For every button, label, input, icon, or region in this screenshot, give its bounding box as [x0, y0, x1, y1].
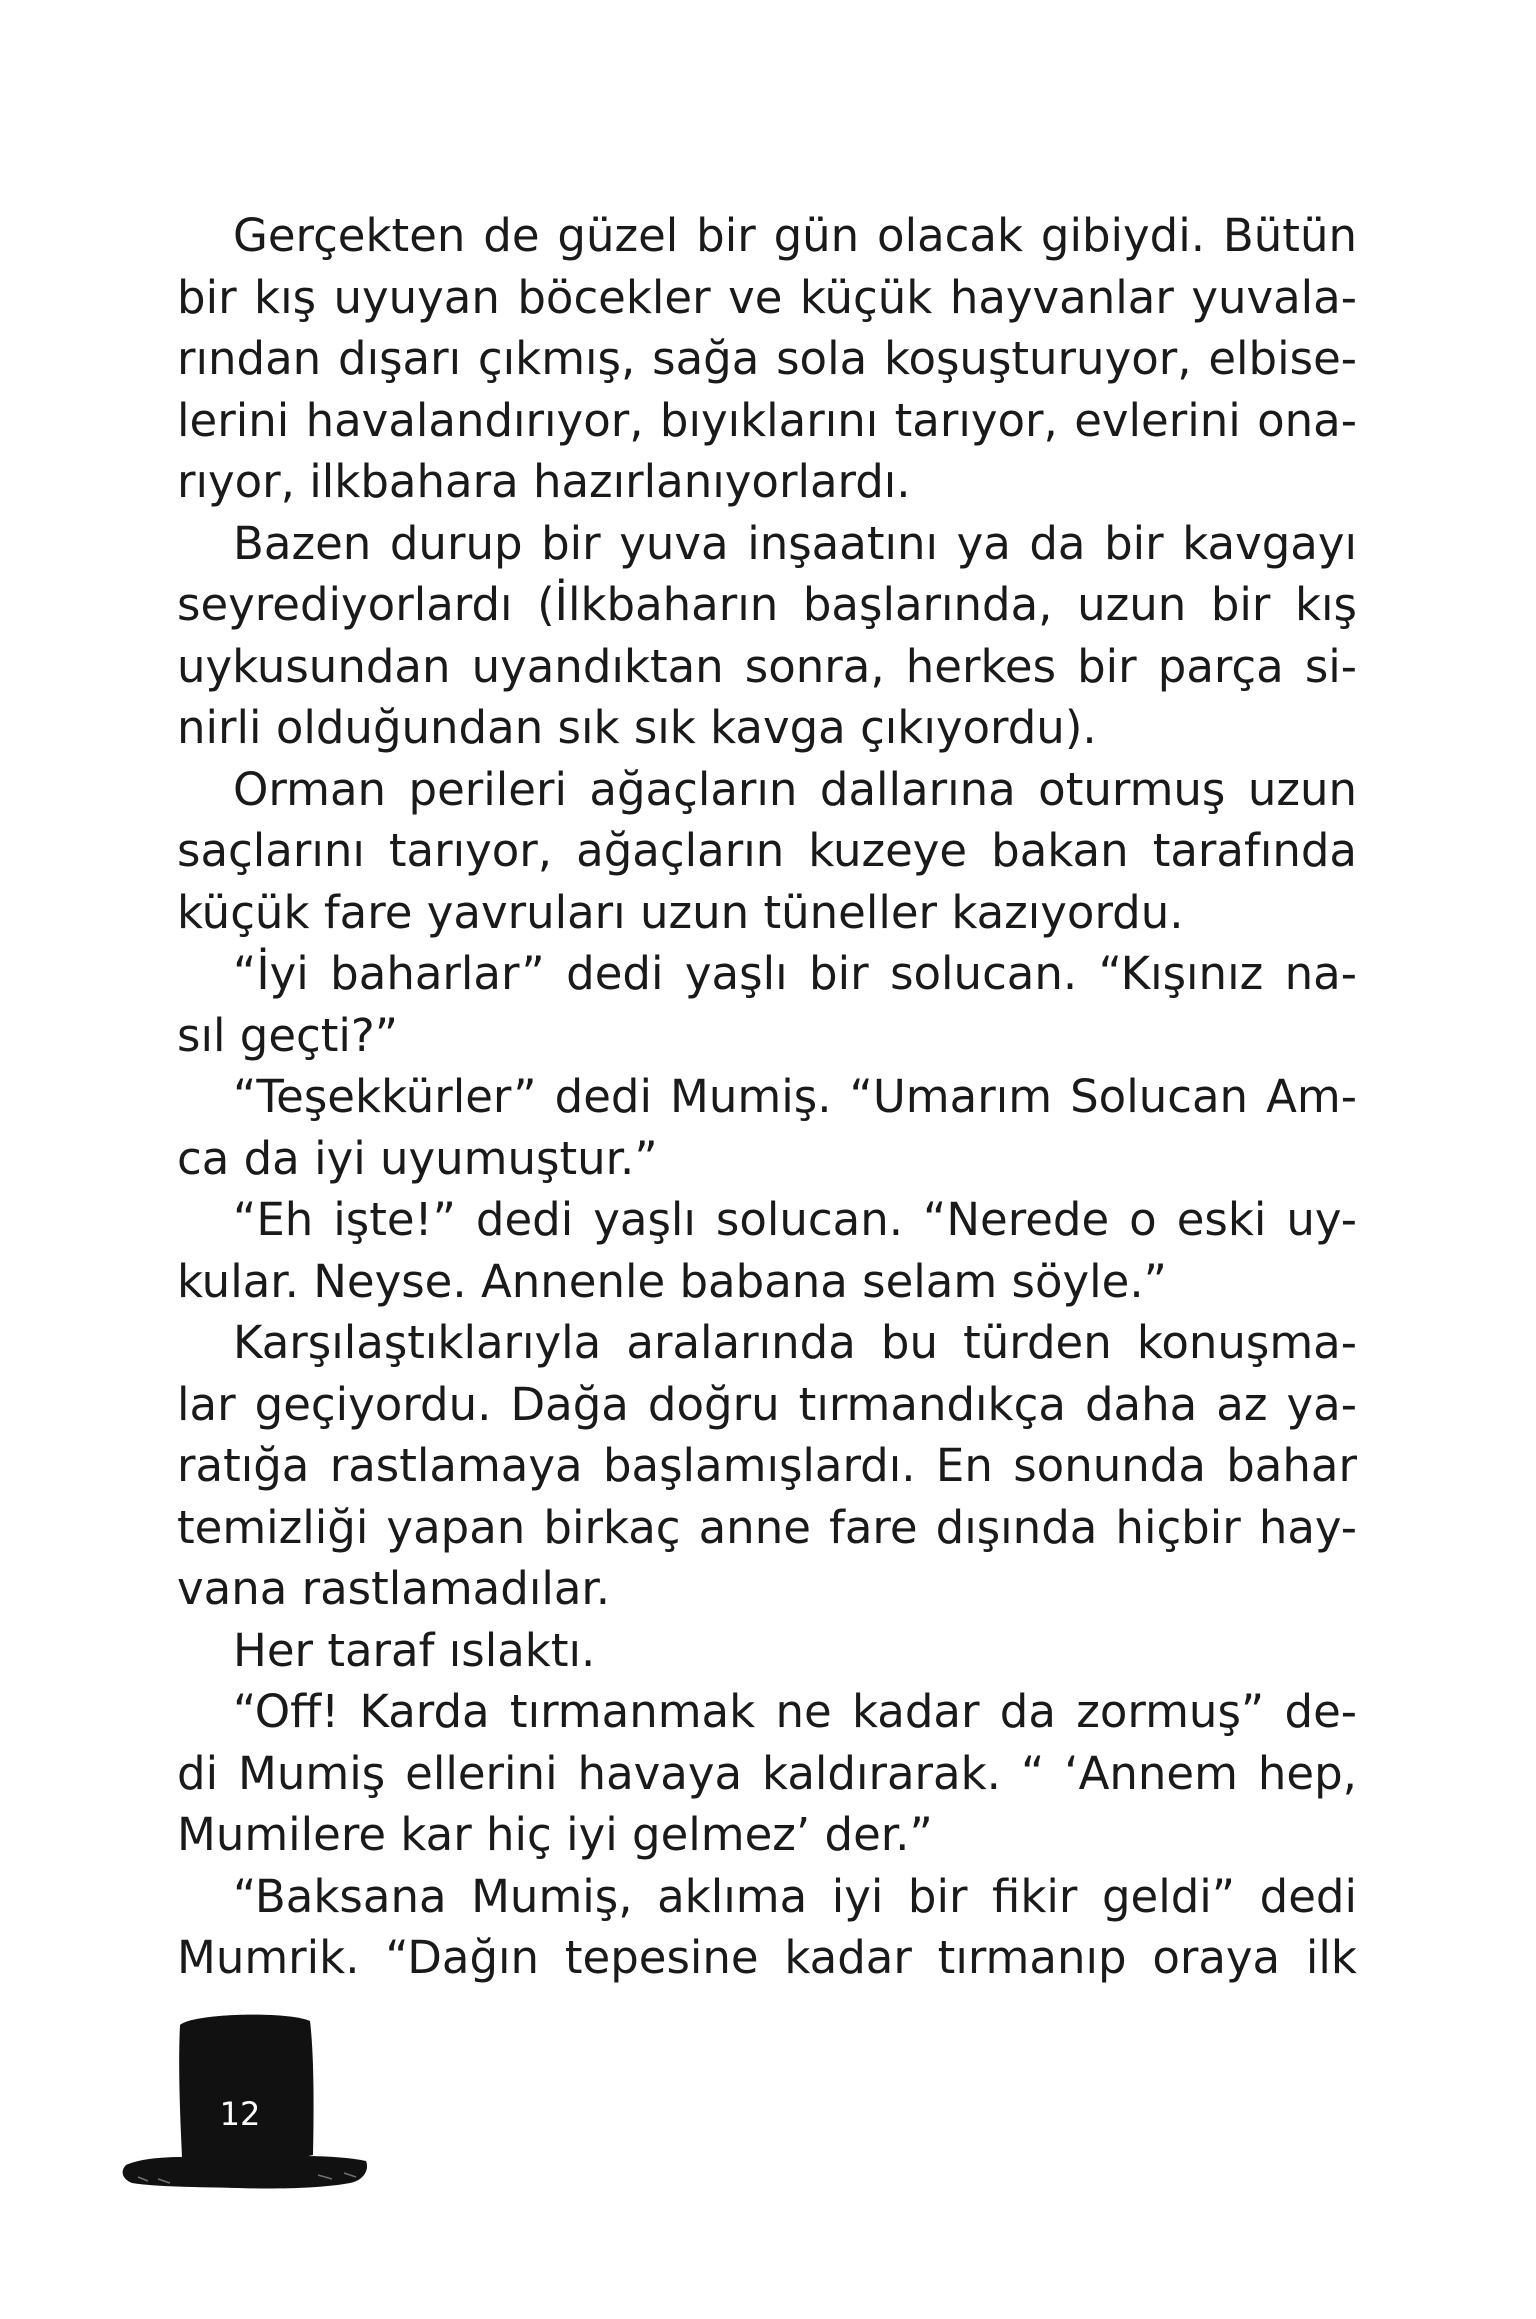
text-line: “Baksana Mumiş, aklıma iyi bir fikir geldi” dedi — [233, 1869, 1357, 1923]
text-line: vana rastlamadılar. — [177, 1562, 611, 1615]
text-line: “Eh işte!” dedi yaşlı solucan. “Nerede o eski uy- — [233, 1193, 1357, 1246]
text-line: lerini havalandırıyor, bıyıklarını tarıyor, evlerini ona- — [177, 393, 1357, 447]
text-line: sıl geçti?” — [177, 1008, 399, 1062]
text-line: rından dışarı çıkmış, sağa sola koşuşturuyor, elbise- — [177, 332, 1357, 385]
text-line: seyrediyorlardı (İlkbaharın başlarında, uzun bir kış — [177, 578, 1357, 631]
text-line: rıyor, ilkbahara hazırlanıyorlardı. — [177, 455, 911, 508]
text-line: Mumrik. “Dağın tepesine kadar tırmanıp oraya ilk — [177, 1931, 1357, 1984]
text-line: Gerçekten de güzel bir gün olacak gibiydi. Bütün — [233, 209, 1357, 262]
text-line: ratığa rastlamaya başlamışlardı. En sonunda bahar — [177, 1439, 1357, 1492]
text-line: Bazen durup bir yuva inşaatını ya da bir kavgayı — [233, 516, 1357, 570]
text-line: Her taraf ıslaktı. — [233, 1623, 596, 1677]
body-text — [177, 205, 1357, 1989]
text-line: kular. Neyse. Annenle babana selam söyle.” — [177, 1254, 1167, 1308]
text-line: uykusundan uyandıktan sonra, herkes bir parça si- — [177, 639, 1357, 693]
text-line: Mumilere kar hiç iyi gelmez’ der.” — [177, 1808, 933, 1861]
text-line: ca da iyi uyumuştur.” — [177, 1131, 658, 1185]
text-line: bir kış uyuyan böcekler ve küçük hayvanlar yuvala- — [177, 270, 1357, 324]
text-line: Orman perileri ağaçların dallarına oturmuş uzun — [233, 762, 1357, 816]
text-line: nirli olduğundan sık sık kavga çıkıyordu). — [177, 701, 1097, 754]
text-line: lar geçiyordu. Dağa doğru tırmandıkça daha az ya- — [177, 1377, 1357, 1431]
text-line: küçük fare yavruları uzun tüneller kazıyordu. — [177, 885, 1184, 939]
text-line: Karşılaştıklarıyla aralarında bu türden konuşma- — [233, 1316, 1357, 1369]
text-line: “İyi baharlar” dedi yaşlı bir solucan. “Kışınız na- — [233, 947, 1357, 1000]
text-line: temizliği yapan birkaç anne fare dışında hiçbir hay- — [177, 1500, 1357, 1554]
page-number: 12 — [219, 2095, 261, 2133]
text-line: “Off! Karda tırmanmak ne kadar da zormuş” de- — [233, 1685, 1357, 1738]
text-line: “Teşekkürler” dedi Mumiş. “Umarım Solucan Am- — [233, 1070, 1357, 1123]
text-line: saçlarını tarıyor, ağaçların kuzeye bakan tarafında — [177, 824, 1357, 877]
text-line: di Mumiş ellerini havaya kaldırarak. “ ‘Annem hep, — [177, 1746, 1357, 1800]
